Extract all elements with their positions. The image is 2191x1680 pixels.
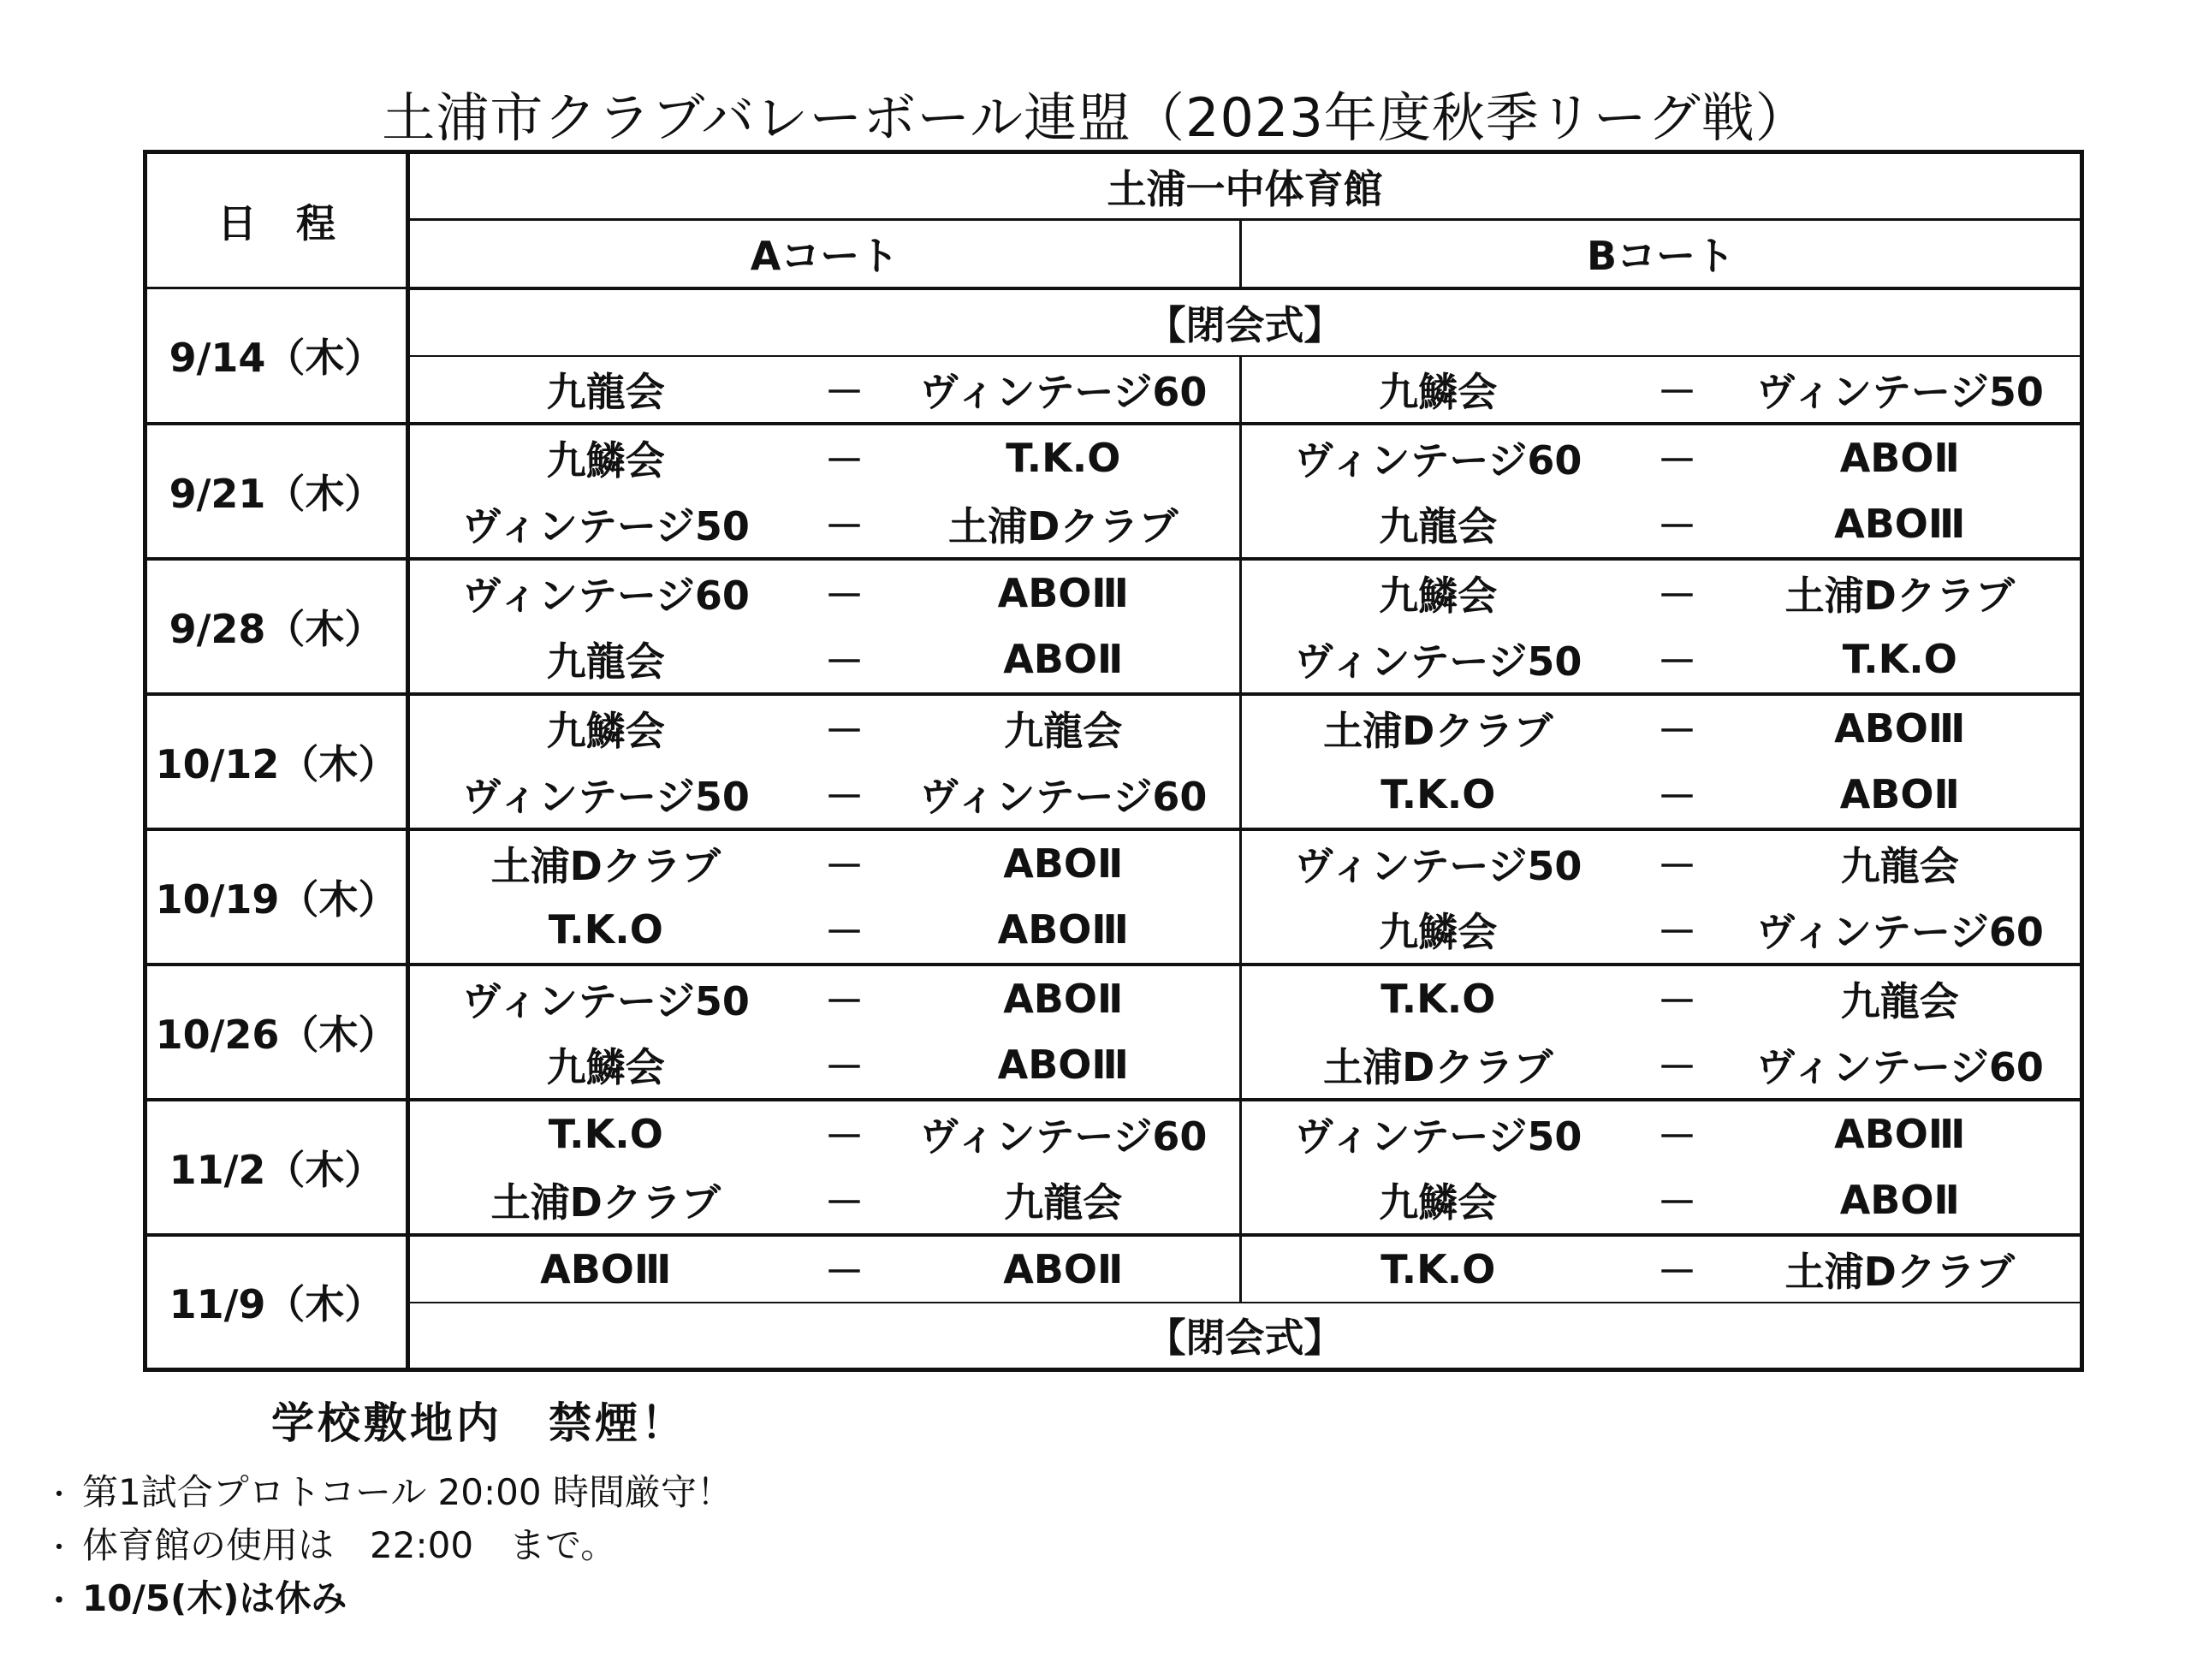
note-text: 第1試合プロトコール 20:00 時間厳守！ <box>82 1471 733 1513</box>
team-cell: 土浦Dクラブ <box>408 1167 802 1235</box>
team-cell: 九鱗会 <box>546 708 665 754</box>
vs-dash: － <box>802 897 888 965</box>
vs-dash: － <box>824 1113 864 1160</box>
team-cell: T.K.O <box>1381 1245 1496 1292</box>
bullet: ・ <box>45 1478 74 1512</box>
match-row <box>145 1167 2082 1235</box>
team-cell: ABOⅢ <box>1834 1111 1966 1157</box>
team-cell: ヴィンテージ60 <box>1720 897 2082 965</box>
team-cell: T.K.O <box>548 1111 663 1157</box>
match-row <box>145 424 2082 491</box>
team-cell: 九龍会 <box>888 694 1241 762</box>
date-cell: 9/21（木） <box>145 424 408 559</box>
match-row <box>145 1235 2082 1303</box>
date-cell: 9/14（木） <box>145 288 408 424</box>
date-cell: 9/28（木） <box>145 559 408 694</box>
bullet: ・ <box>45 1531 74 1565</box>
team-cell: T.K.O <box>888 424 1241 491</box>
team-cell: ヴィンテージ60 <box>1294 437 1582 484</box>
match-row <box>145 762 2082 829</box>
team-cell: ABOⅢ <box>1720 491 2082 559</box>
team-cell: 土浦Dクラブ <box>1241 1032 1635 1100</box>
no-smoking-notice: 学校敷地内 禁煙！ <box>271 1398 687 1448</box>
vs-dash: － <box>824 843 864 889</box>
match-row <box>145 694 2082 762</box>
team-cell: ABOⅡ <box>888 965 1241 1032</box>
team-cell: T.K.O <box>408 897 802 965</box>
vs-dash: － <box>824 437 864 484</box>
team-cell: 九鱗会 <box>1241 897 1635 965</box>
match-row <box>145 1032 2082 1100</box>
vs-dash: － <box>802 762 888 829</box>
vs-dash: － <box>1635 356 1720 424</box>
team-cell: ヴィンテージ60 <box>1720 1032 2082 1100</box>
team-cell: ABOⅡ <box>1720 762 2082 829</box>
vs-dash: － <box>824 573 864 619</box>
team-cell: 九龍会 <box>408 356 802 424</box>
match-row <box>145 491 2082 559</box>
vs-dash: － <box>802 491 888 559</box>
notes-list <box>45 1466 733 1625</box>
vs-dash: － <box>802 356 888 424</box>
vs-dash: － <box>1635 626 1720 694</box>
team-cell: ヴィンテージ60 <box>461 573 750 619</box>
team-cell: ヴィンテージ60 <box>888 762 1241 829</box>
vs-dash: － <box>1635 762 1720 829</box>
date-cell: 11/2（木） <box>145 1100 408 1235</box>
team-cell: 土浦Dクラブ <box>490 843 721 889</box>
match-row <box>145 559 2082 626</box>
vs-dash: － <box>802 626 888 694</box>
vs-dash: － <box>1657 1248 1697 1295</box>
vs-dash: － <box>1635 1032 1720 1100</box>
match-row <box>145 356 2082 424</box>
team-cell: 土浦Dクラブ <box>1784 1248 2015 1295</box>
team-cell: ABOⅢ <box>1834 705 1966 751</box>
team-cell: ABOⅢ <box>888 1032 1241 1100</box>
team-cell: ヴィンテージ50 <box>461 978 750 1024</box>
team-cell: ヴィンテージ60 <box>888 356 1241 424</box>
team-cell: ABOⅡ <box>1839 435 1960 481</box>
team-cell: ヴィンテージ50 <box>1294 1113 1582 1160</box>
team-cell: 九龍会 <box>1840 843 1959 889</box>
team-cell: ABOⅡ <box>888 1235 1241 1303</box>
schedule-table <box>143 150 2084 1372</box>
opening-ceremony: 【閉会式】 <box>408 288 2082 356</box>
note-item <box>45 1519 733 1572</box>
date-cell: 10/12（木） <box>145 694 408 829</box>
vs-dash: － <box>802 1167 888 1235</box>
team-cell: ABOⅢ <box>888 897 1241 965</box>
vs-dash: － <box>1635 1167 1720 1235</box>
team-cell: ABOⅡ <box>888 829 1241 897</box>
team-cell: ヴィンテージ50 <box>1294 843 1582 889</box>
team-cell: 九龍会 <box>888 1167 1241 1235</box>
note-item <box>45 1466 733 1519</box>
page-title: 土浦市クラブバレーボール連盟（2023年度秋季リーグ戦） <box>382 86 1809 149</box>
team-cell: 九龍会 <box>1241 491 1635 559</box>
note-text: 10/5(木)は休み <box>82 1577 347 1619</box>
team-cell: 九鱗会 <box>1241 1167 1635 1235</box>
team-cell: 土浦Dクラブ <box>1323 708 1553 754</box>
team-cell: ヴィンテージ60 <box>888 1100 1241 1167</box>
team-cell: ABOⅡ <box>1720 1167 2082 1235</box>
team-cell: ヴィンテージ50 <box>1720 356 2082 424</box>
vs-dash: － <box>802 1032 888 1100</box>
team-cell: ヴィンテージ50 <box>1241 626 1635 694</box>
closing-ceremony: 【閉会式】 <box>408 1303 2082 1370</box>
team-cell: ヴィンテージ50 <box>408 762 802 829</box>
match-row <box>145 829 2082 897</box>
match-row <box>145 965 2082 1032</box>
vs-dash: － <box>1657 843 1697 889</box>
team-cell: T.K.O <box>1720 626 2082 694</box>
team-cell: ABOⅢ <box>540 1245 672 1292</box>
bullet: ・ <box>45 1584 74 1618</box>
vs-dash: － <box>1657 978 1697 1024</box>
vs-dash: － <box>824 708 864 754</box>
vs-dash: － <box>824 978 864 1024</box>
match-row <box>145 897 2082 965</box>
venue-header: 土浦一中体育館 <box>408 152 2082 220</box>
match-row <box>145 626 2082 694</box>
court-b-header: Bコート <box>1241 220 2082 288</box>
vs-dash: － <box>1657 573 1697 619</box>
schedule-header: 日 程 <box>145 152 408 288</box>
team-cell: ABOⅡ <box>888 626 1241 694</box>
match-row <box>145 1100 2082 1167</box>
vs-dash: － <box>824 1248 864 1295</box>
team-cell: ヴィンテージ50 <box>408 491 802 559</box>
team-cell: 九鱗会 <box>408 1032 802 1100</box>
note-text: 体育館の使用は 22:00 まで。 <box>82 1524 617 1566</box>
team-cell: T.K.O <box>1381 976 1496 1022</box>
team-cell: 九鱗会 <box>1241 356 1635 424</box>
vs-dash: － <box>1657 708 1697 754</box>
vs-dash: － <box>1635 897 1720 965</box>
date-cell: 10/19（木） <box>145 829 408 965</box>
vs-dash: － <box>1635 491 1720 559</box>
team-cell: ABOⅢ <box>888 559 1241 626</box>
team-cell: T.K.O <box>1241 762 1635 829</box>
team-cell: 九龍会 <box>408 626 802 694</box>
team-cell: 九鱗会 <box>1379 573 1498 619</box>
note-item <box>45 1572 733 1625</box>
vs-dash: － <box>1657 437 1697 484</box>
team-cell: 九龍会 <box>1840 978 1959 1024</box>
vs-dash: － <box>1657 1113 1697 1160</box>
team-cell: 九鱗会 <box>546 437 665 484</box>
team-cell: 土浦Dクラブ <box>1784 573 2015 619</box>
court-a-header: Aコート <box>408 220 1241 288</box>
team-cell: 土浦Dクラブ <box>888 491 1241 559</box>
date-cell: 11/9（木） <box>145 1235 408 1370</box>
date-cell: 10/26（木） <box>145 965 408 1100</box>
